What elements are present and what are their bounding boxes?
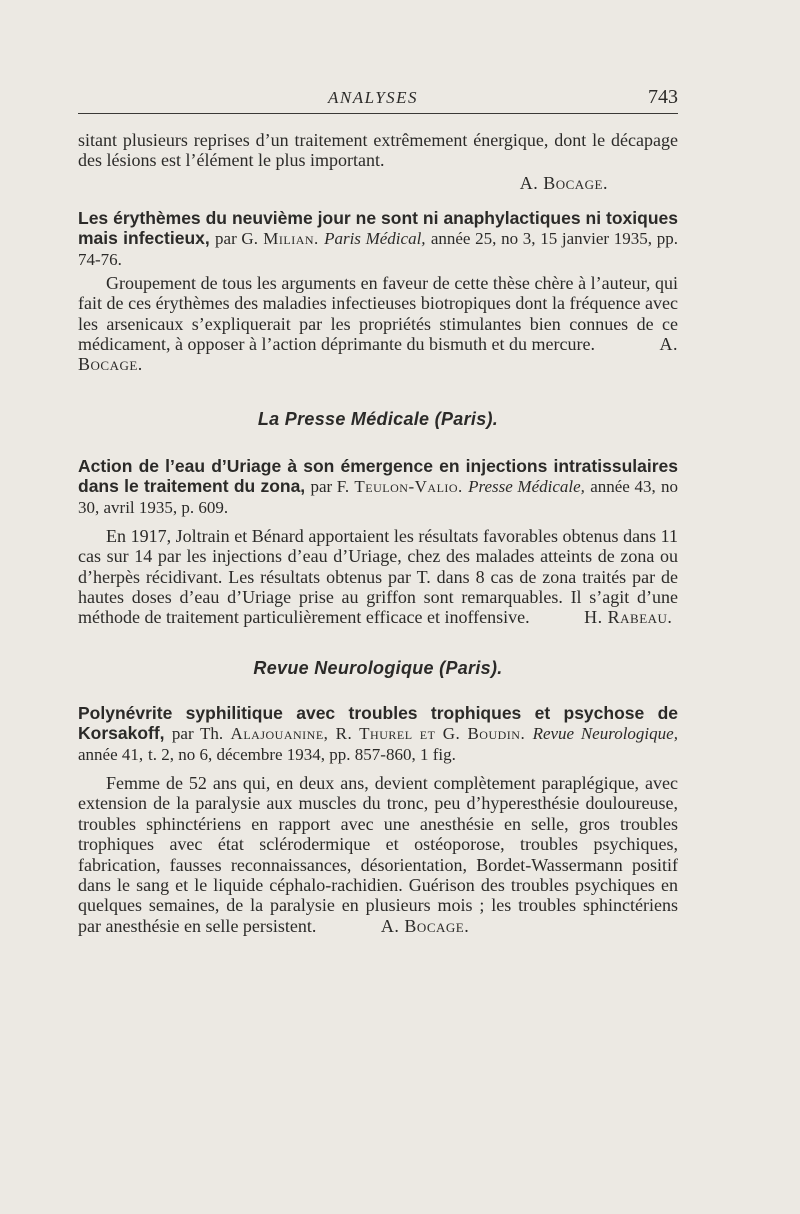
signature: A. Bocage. xyxy=(519,172,608,193)
article-title: Polynévrite syphilitique avec troubles trophiques et psychose de Korsakoff, xyxy=(78,702,678,743)
citation: t. 2, no 6, décembre 1934, pp. 857-860, 1 fig. xyxy=(148,744,456,764)
signature: A. Bocage. xyxy=(380,915,470,936)
section-heading: Revue Neurologique (Paris). xyxy=(253,657,503,678)
article-title-block xyxy=(78,456,678,518)
page-header xyxy=(78,84,678,110)
journal-name: Revue Neurologique, xyxy=(532,723,678,743)
author-name: Teulon-Valio. xyxy=(354,476,463,496)
author-name: Milian. xyxy=(263,228,319,248)
header-rule xyxy=(78,113,678,114)
abstract-text: En 1917, Joltrain et Bénard apportaient les résultats favorables obtenus dans 11 cas sur 14 par les injections d’eau d’Uriage, chez des malades atteints de zona ou d’herpès récidivant. Les résultats obtenus par T. dans 8 cas de zona traités par de hautes doses d’eau d’Uriage prise au griffon sont remarquables. Il s’agit d’une méthode de traitement particulièrement efficace et inoffensive. xyxy=(78,525,678,628)
abstract-body xyxy=(78,526,678,628)
continued-paragraph: sitant plusieurs reprises d’un traitement extrêmement énergique, dont le décapage des lésions est l’élément le plus important. xyxy=(78,130,678,171)
abstract-text: Femme de 52 ans qui, en deux ans, devient complètement paraplégique, avec extension de la paralysie aux muscles du tronc, peu d’hyperesthésie douloureuse, troubles sphinctériens en rapport avec une anesthésie en selle, gros troubles trophiques avec état sclérodermique et ostéoporose, troubles psychiques, fabrication, fausses reconnaissances, désorientation, Bordet-Wassermann positif dans le sang et le liquide céphalo-rachidien. Guérison des troubles psychiques en quelques semaines, de la paralysie en plusieurs mois ; les troubles sphinctériens par anesthésie en selle persistent. xyxy=(78,772,678,936)
article-title: Action de l’eau d’Uriage à son émergence en injections intratissulaires dans le traitement du zona, xyxy=(78,455,678,496)
running-title: ANALYSES xyxy=(328,88,419,107)
abstract-body xyxy=(78,273,678,375)
abstract-entry xyxy=(78,456,678,628)
citation: no 30, avril 1935, p. 609. xyxy=(78,476,678,517)
abstract-entry xyxy=(78,208,678,375)
abstract-entry xyxy=(78,703,678,936)
article-title-block xyxy=(78,703,678,765)
page-number: 743 xyxy=(648,86,678,108)
page-body xyxy=(78,130,678,936)
journal-name: Paris Médical, xyxy=(324,228,426,248)
citation: année 25, no 3, 15 janvier 1935, pp. 74-76. xyxy=(78,228,678,269)
abstract-body xyxy=(78,773,678,936)
author-name: Alajouanine, R. Thurel et G. Boudin. xyxy=(230,723,526,743)
section-heading: La Presse Médicale (Paris). xyxy=(257,408,499,429)
author-prefix: par Th. xyxy=(171,723,224,743)
article-title-block xyxy=(78,208,678,270)
abstract-text: Groupement de tous les arguments en faveur de cette thèse chère à l’auteur, qui fait de ces érythèmes des maladies infectieuses biotropiques dont la fréquence avec les arsenicaux s’expliquerait par les propriétés stimulantes bien connues de ce médicament, à opposer à l’action déprimante du bismuth et du mercure. xyxy=(78,272,678,355)
article-title: Les érythèmes du neuvième jour ne sont ni anaphylactiques ni toxiques mais infectieux, xyxy=(78,207,678,248)
signature: H. Rabeau. xyxy=(584,607,673,628)
author-prefix: par G. xyxy=(215,228,258,248)
journal-name: Presse Médicale, xyxy=(468,476,585,496)
author-prefix: par F. xyxy=(310,476,350,496)
signature: A. Bocage. xyxy=(78,334,678,375)
citation: année 41, xyxy=(78,744,144,764)
citation: année 43, xyxy=(590,476,656,496)
